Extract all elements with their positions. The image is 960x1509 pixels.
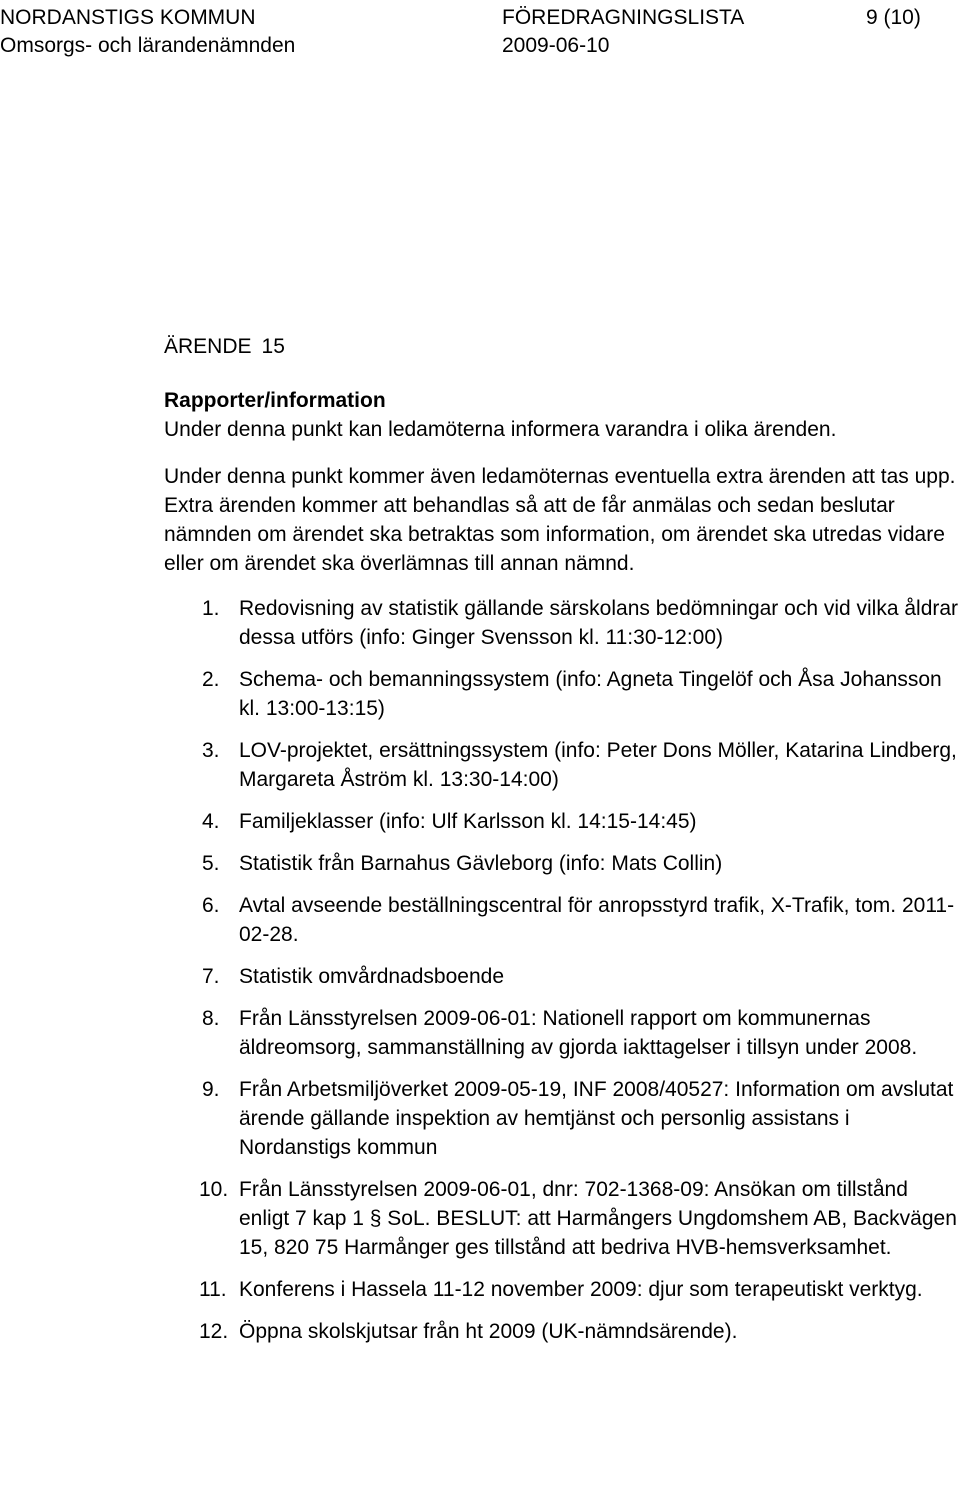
document-date: 2009-06-10	[502, 34, 610, 57]
list-item-text: Avtal avseende beställningscentral för anropsstyrd trafik, X-Trafik, tom. 2011-02-28.	[239, 894, 955, 946]
list-item-text: Från Länsstyrelsen 2009-06-01: Nationell rapport om kommunernas äldreomsorg, sammanställning av gjorda iakttagelser i tillsyn under 2008.	[239, 1007, 918, 1059]
list-item-number: 8.	[202, 1007, 220, 1030]
page-number: 9 (10)	[866, 6, 921, 29]
list-item	[164, 962, 960, 991]
list-item-text: Redovisning av statistik gällande särskolans bedömningar och vid vilka åldrar dessa utförs (info: Ginger Svensson kl. 11:30-12:00)	[239, 597, 959, 649]
list-item-text: LOV-projektet, ersättningssystem (info: Peter Dons Möller, Katarina Lindberg, Margareta Åström kl. 13:30-14:00)	[239, 739, 957, 791]
list-item-number: 6.	[202, 894, 220, 917]
list-item-number: 2.	[202, 668, 220, 691]
list-item	[164, 1175, 960, 1262]
case-number-value: 15	[261, 335, 285, 358]
list-item	[164, 665, 960, 723]
list-item-number: 3.	[202, 739, 220, 762]
list-item	[164, 1317, 960, 1346]
list-item-text: Statistik omvårdnadsboende	[239, 965, 504, 988]
list-item-number: 12.	[199, 1320, 229, 1343]
information-list	[164, 594, 960, 1346]
list-item	[164, 1275, 960, 1304]
list-item-text: Från Länsstyrelsen 2009-06-01, dnr: 702-1368-09: Ansökan om tillstånd enligt 7 kap 1 § SoL. BESLUT: att Harmångers Ungdomshem AB, Backvägen 15, 820 75 Harmånger ges tillstånd att bedriva HVB-hemsverksamhet.	[239, 1178, 957, 1259]
list-item	[164, 849, 960, 878]
header-row-bottom	[0, 32, 960, 60]
case-label: ÄRENDE	[164, 335, 252, 358]
list-item-number: 5.	[202, 852, 220, 875]
case-paragraph-1: Under denna punkt kan ledamöterna informera varandra i olika ärenden.	[164, 418, 837, 441]
list-item-text: Statistik från Barnahus Gävleborg (info: Mats Collin)	[239, 852, 723, 875]
list-item	[164, 1004, 960, 1062]
case-title: Rapporter/information	[164, 389, 386, 412]
list-item	[164, 736, 960, 794]
committee-name: Omsorgs- och lärandenämnden	[0, 34, 296, 57]
case-number	[164, 332, 960, 361]
case-paragraph-2: Under denna punkt kommer även ledamöternas eventuella extra ärenden att tas upp. Extra ärenden kommer att behandlas så att de får anmälas och sedan beslutar nämnden om ärendet ska betraktas som information, om ärendet ska utredas vidare eller om ärendet ska överlämnas till annan nämnd.	[164, 465, 956, 575]
list-item-number: 7.	[202, 965, 220, 988]
list-item-text: Familjeklasser (info: Ulf Karlsson kl. 14:15-14:45)	[239, 810, 697, 833]
list-item	[164, 891, 960, 949]
list-item-number: 11.	[199, 1278, 227, 1301]
list-item	[164, 807, 960, 836]
document-type: FÖREDRAGNINGSLISTA	[502, 6, 745, 29]
list-item-text: Från Arbetsmiljöverket 2009-05-19, INF 2008/40527: Information om avslutat ärende gällande inspektion av hemtjänst och personlig assistans i Nordanstigs kommun	[239, 1078, 954, 1159]
list-item-number: 10.	[199, 1178, 229, 1201]
case-content	[164, 332, 960, 1359]
page-header	[0, 4, 960, 64]
list-item-number: 9.	[202, 1078, 220, 1101]
list-item-number: 1.	[202, 597, 220, 620]
list-item	[164, 594, 960, 652]
list-item	[164, 1075, 960, 1162]
list-item-number: 4.	[202, 810, 220, 833]
list-item-text: Öppna skolskjutsar från ht 2009 (UK-nämndsärende).	[239, 1320, 738, 1343]
list-item-text: Konferens i Hassela 11-12 november 2009: djur som terapeutiskt verktyg.	[239, 1278, 923, 1301]
organization-name: NORDANSTIGS KOMMUN	[0, 6, 256, 29]
header-row-top	[0, 4, 960, 32]
list-item-text: Schema- och bemanningssystem (info: Agneta Tingelöf och Åsa Johansson kl. 13:00-13:15)	[239, 668, 942, 720]
